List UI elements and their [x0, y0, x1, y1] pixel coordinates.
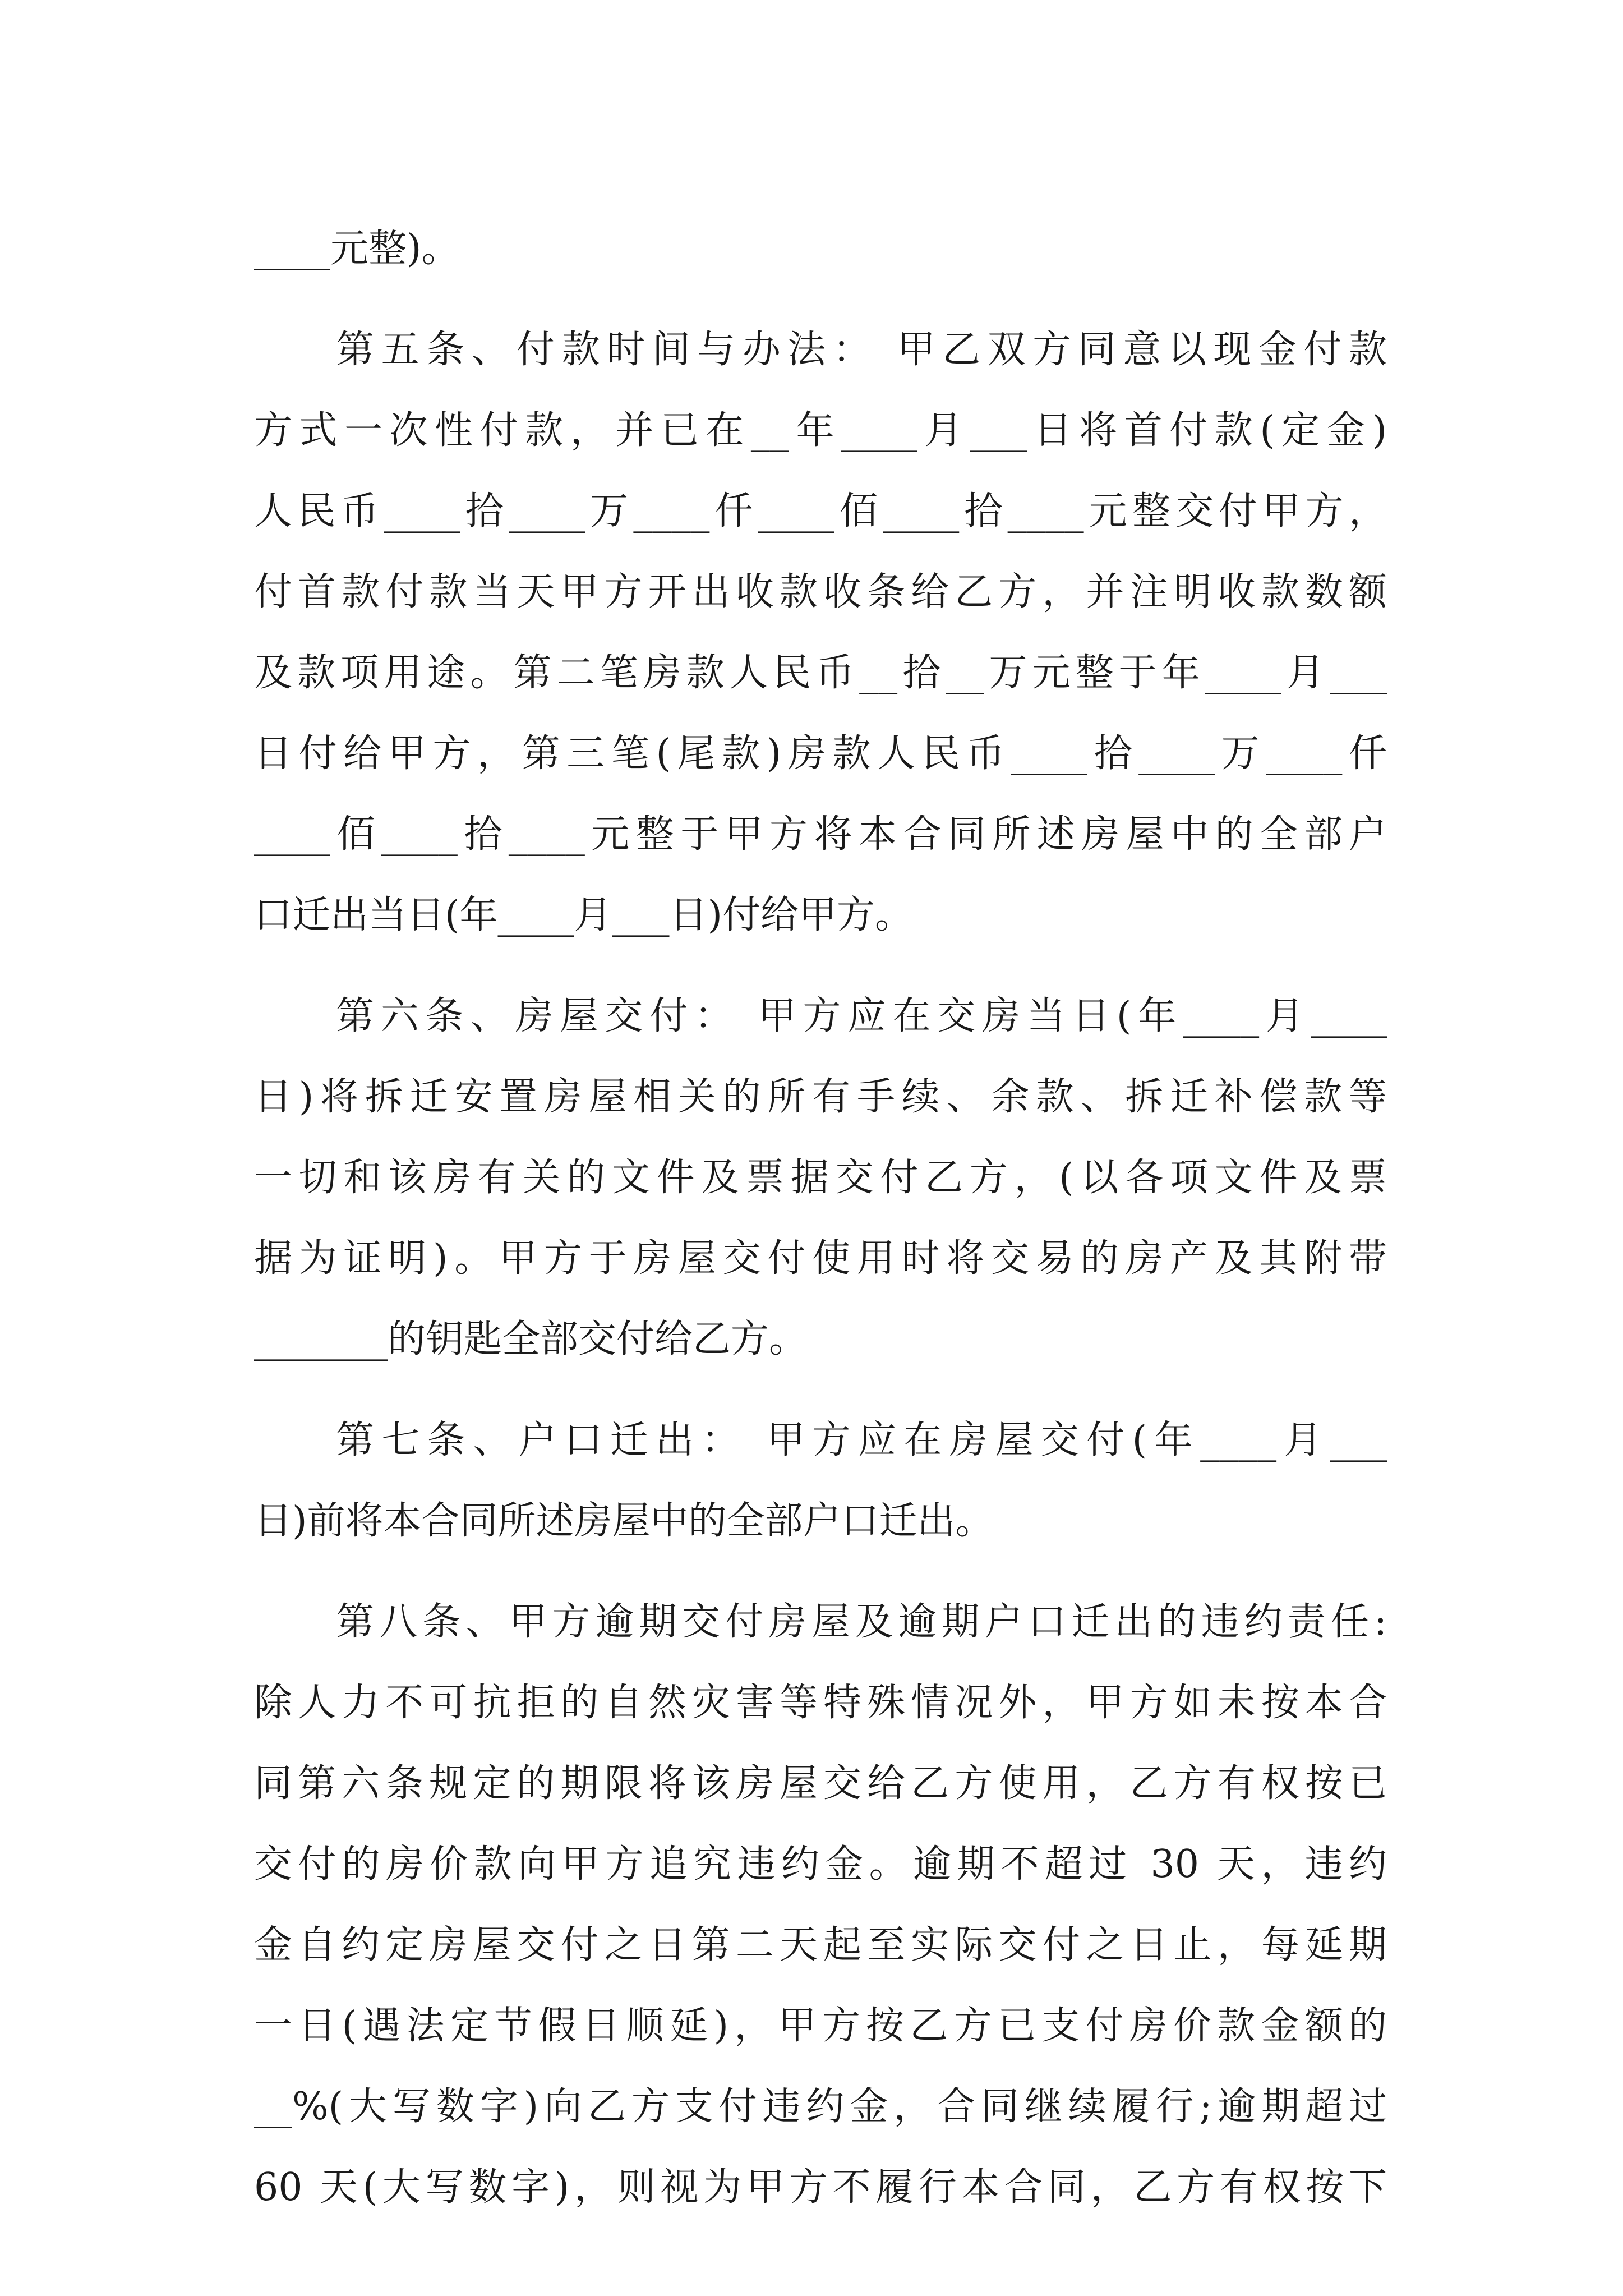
- text-line-19: 同第六条规定的期限将该房屋交给乙方使用，乙方有权按已: [254, 1761, 1387, 1806]
- text-line-24: 60 天(大写数字)，则视为甲方不履行本合同，乙方有权按下: [254, 2165, 1387, 2210]
- text-line-21: 金自约定房屋交付之日第二天起至实际交付之日止，每延期: [254, 1923, 1387, 1967]
- text-line-6: 及款项用途。第二笔房款人民币__拾__万元整于年____月___: [254, 651, 1387, 695]
- text-line-13: 据为证明)。甲方于房屋交付使用时将交易的房产及其附带: [254, 1236, 1387, 1281]
- text-line-20: 交付的房价款向甲方追究违约金。逾期不超过 30 天，违约: [254, 1842, 1387, 1887]
- text-line-23: __%(大写数字)向乙方支付违约金，合同继续履行;逾期超过: [254, 2085, 1387, 2129]
- text-line-3: 方式一次性付款，并已在__年____月___日将首付款(定金): [254, 408, 1387, 453]
- text-line-4: 人民币____拾____万____仟____佰____拾____元整交付甲方，: [254, 489, 1387, 533]
- text-line-22: 一日(遇法定节假日顺延)，甲方按乙方已支付房价款金额的: [254, 2004, 1387, 2048]
- text-line-5: 付首款付款当天甲方开出收款收条给乙方，并注明收款数额: [254, 570, 1387, 614]
- article-6-heading-line: 第六条、房屋交付： 甲方应在交房当日(年____月____: [336, 994, 1387, 1038]
- text-line-9: 口迁出当日(年____月___日)付给甲方。: [254, 893, 914, 937]
- contract-body: [254, 209, 1387, 2228]
- text-line-1: ____元整)。: [254, 227, 460, 271]
- text-line-18: 除人力不可抗拒的自然灾害等特殊情况外，甲方如未按本合: [254, 1681, 1387, 1725]
- article-8-heading-line: 第八条、甲方逾期交付房屋及逾期户口迁出的违约责任:: [336, 1600, 1387, 1644]
- article-5-heading-line: 第五条、付款时间与办法： 甲乙双方同意以现金付款: [336, 328, 1387, 372]
- text-line-14: _______的钥匙全部交付给乙方。: [254, 1317, 808, 1361]
- text-line-7: 日付给甲方，第三笔(尾款)房款人民币____拾____万____仟: [254, 731, 1387, 776]
- article-7-heading-line: 第七条、户口迁出： 甲方应在房屋交付(年____月___: [336, 1418, 1387, 1462]
- text-line-8: ____佰____拾____元整于甲方将本合同所述房屋中的全部户: [254, 812, 1387, 857]
- text-line-11: 日)将拆迁安置房屋相关的所有手续、余款、拆迁补偿款等: [254, 1075, 1387, 1119]
- text-line-16: 日)前将本合同所述房屋中的全部户口迁出。: [254, 1499, 994, 1543]
- text-line-12: 一切和该房有关的文件及票据交付乙方，(以各项文件及票: [254, 1156, 1387, 1200]
